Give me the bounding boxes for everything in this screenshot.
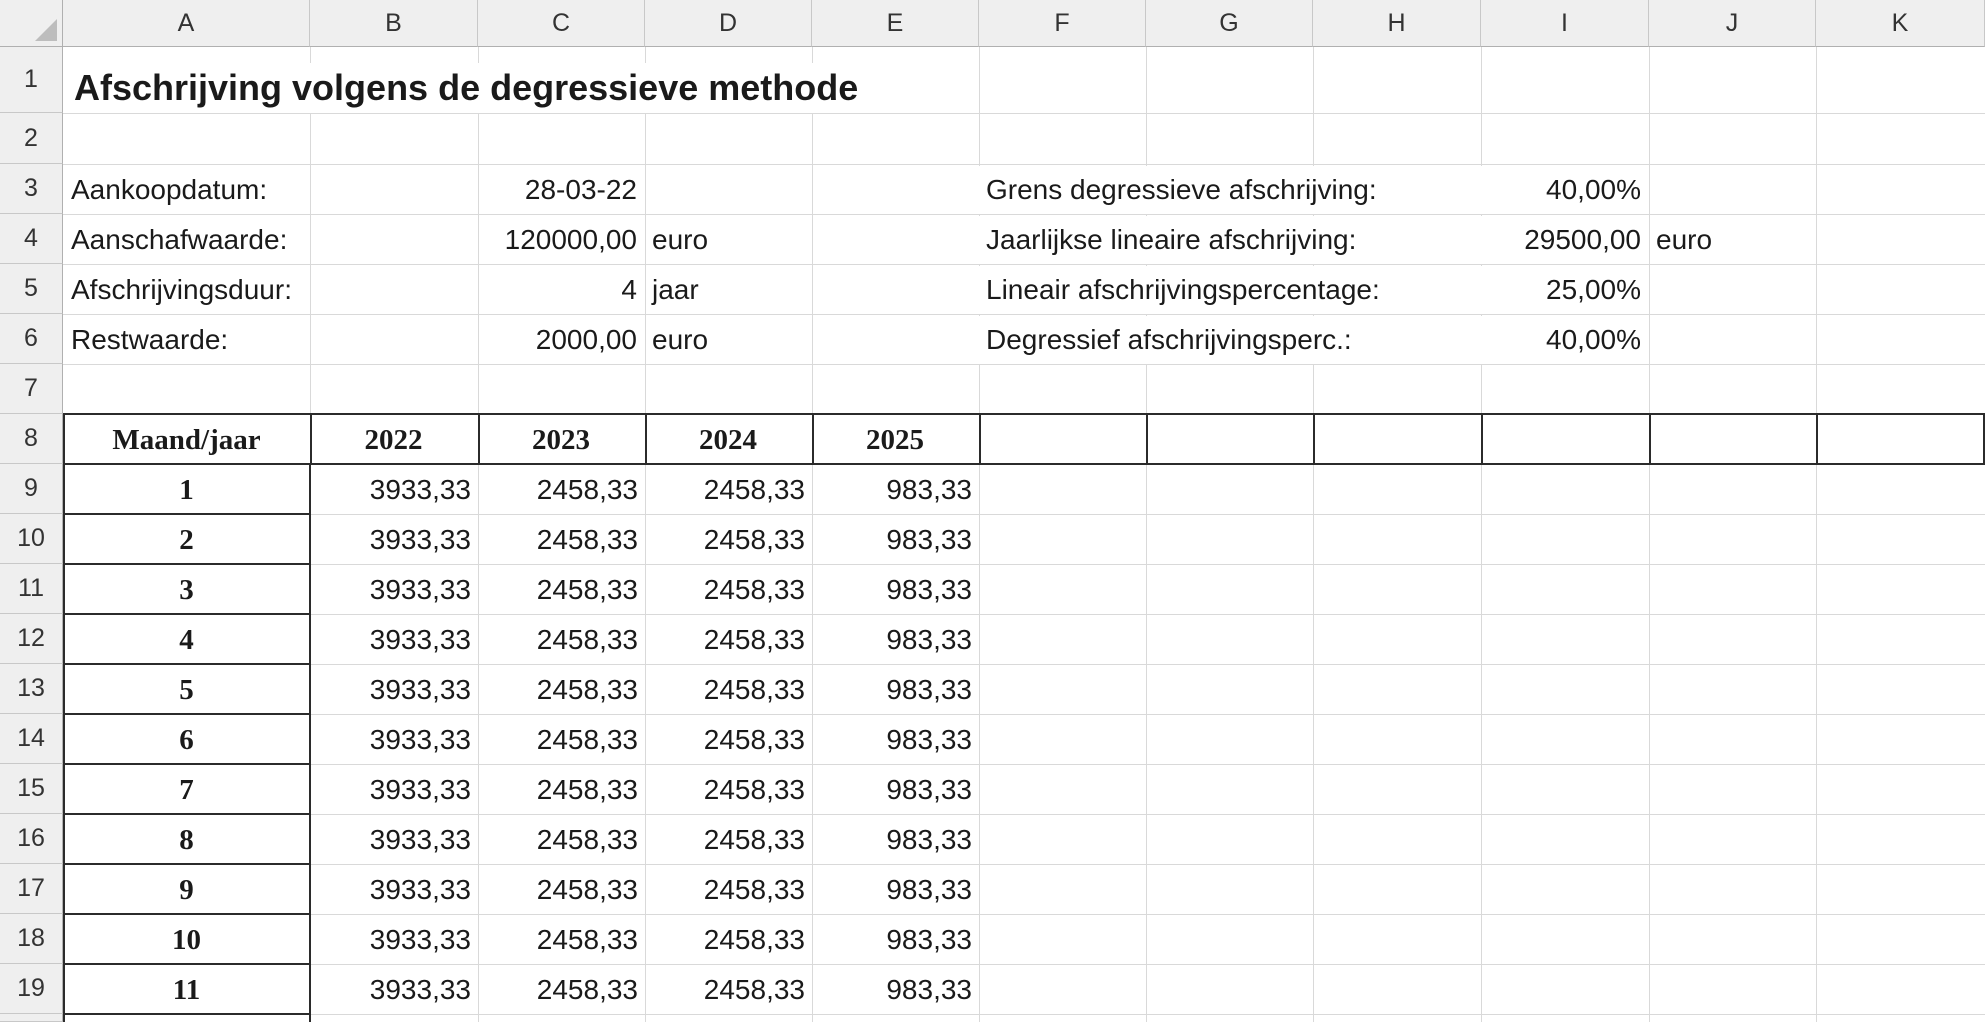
column-header-f[interactable]: F (979, 0, 1146, 47)
row-header-2[interactable]: 2 (0, 113, 63, 164)
cell-border (63, 463, 65, 1022)
depreciation-cell[interactable]: 2458,33 (536, 624, 638, 655)
row-header-19[interactable]: 19 (0, 964, 63, 1014)
row-header-14[interactable]: 14 (0, 714, 63, 764)
cell-border (1146, 413, 1148, 465)
cell-border (63, 513, 311, 515)
depreciation-cell[interactable]: 2458,33 (536, 774, 638, 805)
cell-border (63, 413, 1985, 415)
depreciation-cell[interactable]: 3933,33 (369, 824, 471, 855)
select-all-corner[interactable] (0, 0, 63, 47)
unit-duration[interactable]: jaar (652, 274, 699, 305)
depreciation-cell[interactable]: 2458,33 (703, 674, 805, 705)
depreciation-cell[interactable]: 2458,33 (536, 674, 638, 705)
depreciation-cell[interactable]: 2458,33 (536, 474, 638, 505)
cell-border (478, 413, 480, 465)
column-header-j[interactable]: J (1649, 0, 1816, 47)
cell-border (310, 413, 312, 465)
row-header-12[interactable]: 12 (0, 614, 63, 664)
depreciation-cell[interactable]: 3933,33 (369, 774, 471, 805)
depreciation-cell[interactable]: 983,33 (886, 474, 972, 505)
gridline-vertical (1816, 47, 1817, 1022)
cell-border (63, 1013, 311, 1015)
month-label[interactable]: 5 (179, 673, 194, 706)
year-header-2024[interactable]: 2024 (699, 423, 757, 456)
column-header-d[interactable]: D (645, 0, 812, 47)
row-header-6[interactable]: 6 (0, 314, 63, 364)
label-linear-pct[interactable]: Lineair afschrijvingspercentage: (979, 266, 1479, 314)
row-header-11[interactable]: 11 (0, 564, 63, 614)
depreciation-cell[interactable]: 983,33 (886, 824, 972, 855)
month-label[interactable]: 4 (179, 623, 194, 656)
depreciation-cell[interactable]: 3933,33 (369, 574, 471, 605)
row-header-8[interactable]: 8 (0, 414, 63, 464)
depreciation-cell[interactable]: 2458,33 (536, 824, 638, 855)
cell-border (63, 563, 311, 565)
row-header-15[interactable]: 15 (0, 764, 63, 814)
depreciation-cell[interactable]: 2458,33 (536, 524, 638, 555)
cell-border (645, 413, 647, 465)
depreciation-cell[interactable]: 3933,33 (369, 624, 471, 655)
cell-border (63, 663, 311, 665)
label-purchase-value[interactable]: Aanschafwaarde: (71, 224, 288, 255)
sheet-title[interactable]: Afschrijving volgens de degressieve methode (64, 63, 978, 113)
row-header-7[interactable]: 7 (0, 364, 63, 414)
label-purchase-date[interactable]: Aankoopdatum: (71, 174, 268, 205)
month-label[interactable]: 9 (179, 873, 194, 906)
label-limit[interactable]: Grens degressieve afschrijving: (979, 166, 1479, 214)
depreciation-cell[interactable]: 2458,33 (703, 924, 805, 955)
value-purchase-value[interactable]: 120000,00 (504, 224, 637, 255)
cell-border (63, 963, 311, 965)
depreciation-cell[interactable]: 983,33 (886, 974, 972, 1005)
select-all-triangle-icon (35, 19, 57, 41)
value-residual[interactable]: 2000,00 (535, 324, 637, 355)
depreciation-cell[interactable]: 3933,33 (369, 974, 471, 1005)
column-header-a[interactable]: A (63, 0, 310, 47)
column-header-g[interactable]: G (1146, 0, 1313, 47)
column-header-i[interactable]: I (1481, 0, 1649, 47)
month-label[interactable]: 8 (179, 823, 194, 856)
year-header-2023[interactable]: 2023 (532, 423, 590, 456)
label-degressive-pct[interactable]: Degressief afschrijvingsperc.: (979, 316, 1479, 364)
cell-border (63, 763, 311, 765)
year-header-2025[interactable]: 2025 (866, 423, 924, 456)
unit-residual[interactable]: euro (652, 324, 709, 355)
depreciation-cell[interactable]: 2458,33 (703, 624, 805, 655)
gridline-vertical (1649, 47, 1650, 1022)
cell-border (63, 813, 311, 815)
row-header-13[interactable]: 13 (0, 664, 63, 714)
column-header-b[interactable]: B (310, 0, 478, 47)
depreciation-cell[interactable]: 983,33 (886, 874, 972, 905)
value-linear-pct[interactable]: 25,00% (1481, 266, 1648, 314)
depreciation-cell[interactable]: 983,33 (886, 574, 972, 605)
month-label[interactable]: 3 (179, 573, 194, 606)
value-purchase-date[interactable]: 28-03-22 (524, 174, 637, 205)
depreciation-cell[interactable]: 983,33 (886, 624, 972, 655)
table-corner-label[interactable]: Maand/jaar (112, 423, 261, 456)
depreciation-cell[interactable]: 983,33 (886, 674, 972, 705)
depreciation-cell[interactable]: 2458,33 (536, 874, 638, 905)
row-header-16[interactable]: 16 (0, 814, 63, 864)
cell-border (812, 413, 814, 465)
depreciation-cell[interactable]: 2458,33 (703, 974, 805, 1005)
label-duration[interactable]: Afschrijvingsduur: (71, 274, 292, 305)
cell-border (979, 413, 981, 465)
depreciation-cell[interactable]: 2458,33 (703, 474, 805, 505)
depreciation-cell[interactable]: 2458,33 (703, 874, 805, 905)
row-header-18[interactable]: 18 (0, 914, 63, 964)
column-header-c[interactable]: C (478, 0, 645, 47)
value-yearly-linear[interactable]: 29500,00 (1481, 216, 1648, 264)
month-label[interactable]: 7 (179, 773, 194, 806)
row-header-17[interactable]: 17 (0, 864, 63, 914)
month-label[interactable]: 10 (172, 923, 201, 956)
cell-border (1816, 413, 1818, 465)
depreciation-cell[interactable]: 2458,33 (536, 724, 638, 755)
depreciation-cell[interactable]: 3933,33 (369, 524, 471, 555)
depreciation-cell[interactable]: 3933,33 (369, 874, 471, 905)
column-header-k[interactable]: K (1816, 0, 1985, 47)
depreciation-cell[interactable]: 983,33 (886, 524, 972, 555)
row-header-9[interactable]: 9 (0, 464, 63, 514)
label-residual[interactable]: Restwaarde: (71, 324, 229, 355)
cell-border (63, 613, 311, 615)
depreciation-cell[interactable]: 983,33 (886, 924, 972, 955)
month-label[interactable]: 2 (179, 523, 194, 556)
depreciation-cell[interactable]: 2458,33 (536, 574, 638, 605)
value-limit[interactable]: 40,00% (1481, 166, 1648, 214)
depreciation-cell[interactable]: 2458,33 (703, 524, 805, 555)
unit-yearly-linear[interactable]: euro (1656, 224, 1713, 255)
cell-border (63, 413, 65, 465)
depreciation-cell[interactable]: 983,33 (886, 774, 972, 805)
cell-border (309, 463, 311, 1022)
cell-border (1481, 413, 1483, 465)
gridline-horizontal (63, 113, 1985, 114)
cell-border (1313, 413, 1315, 465)
row-header-partial[interactable] (0, 1014, 63, 1022)
cell-border (63, 463, 1985, 465)
depreciation-cell[interactable]: 2458,33 (703, 824, 805, 855)
month-label[interactable]: 6 (179, 723, 194, 756)
depreciation-cell[interactable]: 3933,33 (369, 474, 471, 505)
row-header-4[interactable]: 4 (0, 214, 63, 264)
month-label[interactable]: 11 (172, 973, 201, 1006)
cell-border (1649, 413, 1651, 465)
row-header-1[interactable]: 1 (0, 47, 63, 113)
depreciation-cell[interactable]: 2458,33 (703, 574, 805, 605)
depreciation-cell[interactable]: 983,33 (886, 724, 972, 755)
depreciation-cell[interactable]: 3933,33 (369, 674, 471, 705)
column-header-e[interactable]: E (812, 0, 979, 47)
label-yearly-linear[interactable]: Jaarlijkse lineaire afschrijving: (979, 216, 1479, 264)
row-header-3[interactable]: 3 (0, 164, 63, 214)
year-header-2022[interactable]: 2022 (364, 423, 423, 456)
month-label[interactable]: 1 (179, 473, 194, 506)
row-header-10[interactable]: 10 (0, 514, 63, 564)
depreciation-cell[interactable]: 2458,33 (536, 974, 638, 1005)
cell-border (63, 913, 311, 915)
cell-border (63, 863, 311, 865)
depreciation-cell[interactable]: 3933,33 (369, 724, 471, 755)
value-degressive-pct[interactable]: 40,00% (1481, 316, 1648, 364)
depreciation-cell[interactable]: 2458,33 (536, 924, 638, 955)
depreciation-cell[interactable]: 2458,33 (703, 724, 805, 755)
unit-purchase-value[interactable]: euro (652, 224, 709, 255)
row-header-5[interactable]: 5 (0, 264, 63, 314)
depreciation-cell[interactable]: 2458,33 (703, 774, 805, 805)
cell-border (63, 713, 311, 715)
column-header-h[interactable]: H (1313, 0, 1481, 47)
value-duration[interactable]: 4 (621, 274, 637, 305)
depreciation-cell[interactable]: 3933,33 (369, 924, 471, 955)
